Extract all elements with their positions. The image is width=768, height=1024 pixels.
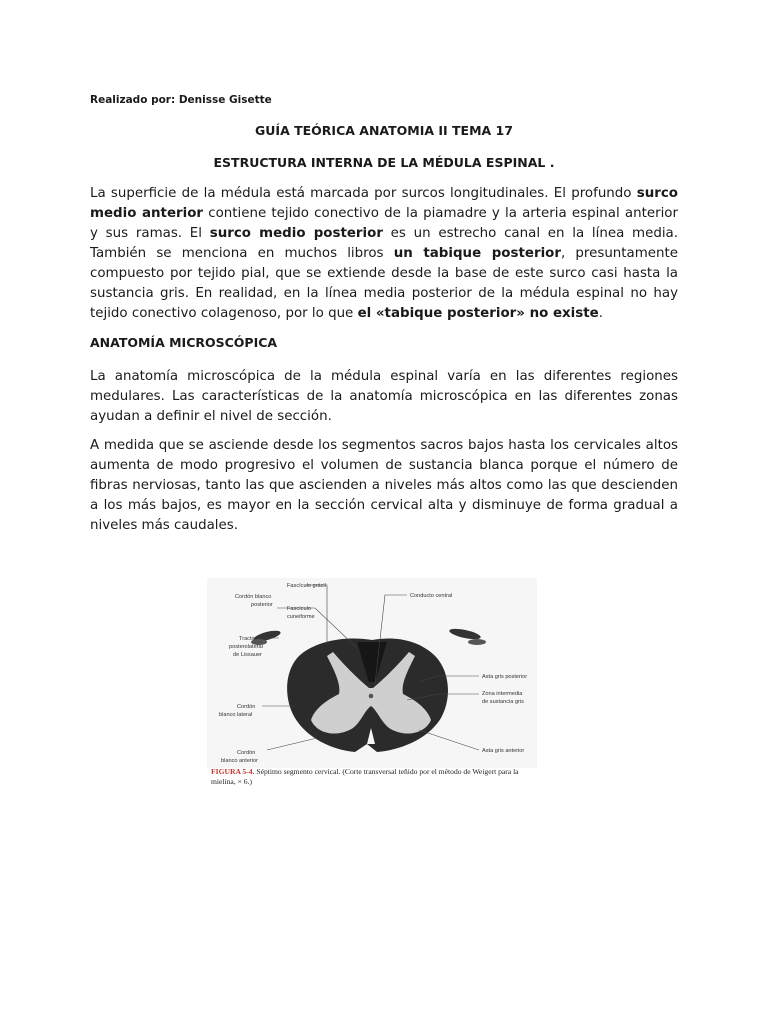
label-conducto-central: Conducto central [410,593,453,599]
bold-term: surco medio anterior [90,186,678,221]
spinal-cord-section-image [207,578,537,788]
text-run: es un estrecho canal en la línea media. También se menciona en muchos libros [90,226,679,261]
document-title: GUÍA TEÓRICA ANATOMIA II TEMA 17 [255,123,513,138]
label-fasciculo-gracil: Fascículo grácil [287,583,326,589]
text-run: contiene tejido conectivo de la piamadre y la arteria espinal anterior y sus ramas. El [90,206,679,241]
label-tracto: Tracto [239,636,255,642]
document-subtitle: ESTRUCTURA INTERNA DE LA MÉDULA ESPINAL . [213,155,555,170]
label-fasciculo-cuneiforme: Fascículo [287,606,311,612]
author-line: Realizado por: Denisse Gisette [90,94,272,106]
label-zona-intermedia: Zona intermedia [482,691,523,697]
text-run: , presuntamente compuesto por tejido pial, que se extiende desde la base de este surco casi hasta la sustancia gris. En realidad, en la línea media posterior de la médula espinal no hay tejido conectivo colagenoso, por lo que [90,246,679,321]
section-heading: ANATOMÍA MICROSCÓPICA [90,335,278,350]
label-cordon-lateral-2: blanco lateral [219,712,253,718]
label-cordon-posterior-2: posterior [251,602,273,608]
label-tracto-2: posterolateral [229,644,263,650]
label-asta-posterior: Asta gris posterior [482,674,528,680]
spinal-cord-figure [207,578,537,788]
figure-caption [211,767,536,787]
paragraph-sustancia-blanca: A medida que se asciende desde los segmentos sacros bajos hasta los cervicales altos aumenta de modo progresivo el volumen de sustancia blanca porque el número de fibras nerviosas, tanto las que ascienden a niveles más altos como las que descienden a los más bajos, es mayor en la sección cervical alta y disminuye de forma gradual a niveles más caudales. [90,438,678,533]
text-run: . [598,306,603,321]
label-cordon-posterior: Cordón blanco [235,594,272,600]
paragraph-surcos [90,184,678,324]
bold-term: el «tabique posterior» no existe [357,306,599,321]
figure-caption-text: Séptimo segmento cervical. (Corte transversal teñido por el método de Weigert para la mielina, × 6.) [211,767,519,786]
text-run: La superficie de la médula está marcada por surcos longitudinales. El profundo [90,186,637,201]
bold-term: un tabique posterior [393,246,561,261]
label-asta-anterior: Asta gris anterior [482,748,525,754]
bold-term: surco medio posterior [209,226,383,241]
label-cordon-anterior: Cordón [237,750,256,756]
figure-number: FIGURA 5-4. [211,767,255,776]
label-cordon-anterior-2: blanco anterior [221,758,259,764]
label-zona-intermedia-2: de sustancia gris [482,699,524,705]
label-tracto-3: de Lissauer [233,652,262,658]
paragraph-microscopica: La anatomía microscópica de la médula espinal varía en las diferentes regiones medulares. Las características de la anatomía microscópica en las diferentes zonas ayudan a definir el nivel de sección. [90,369,678,424]
label-fasciculo-cuneiforme-2: cuneiforme [287,614,315,620]
label-cordon-lateral: Cordón [237,704,256,710]
